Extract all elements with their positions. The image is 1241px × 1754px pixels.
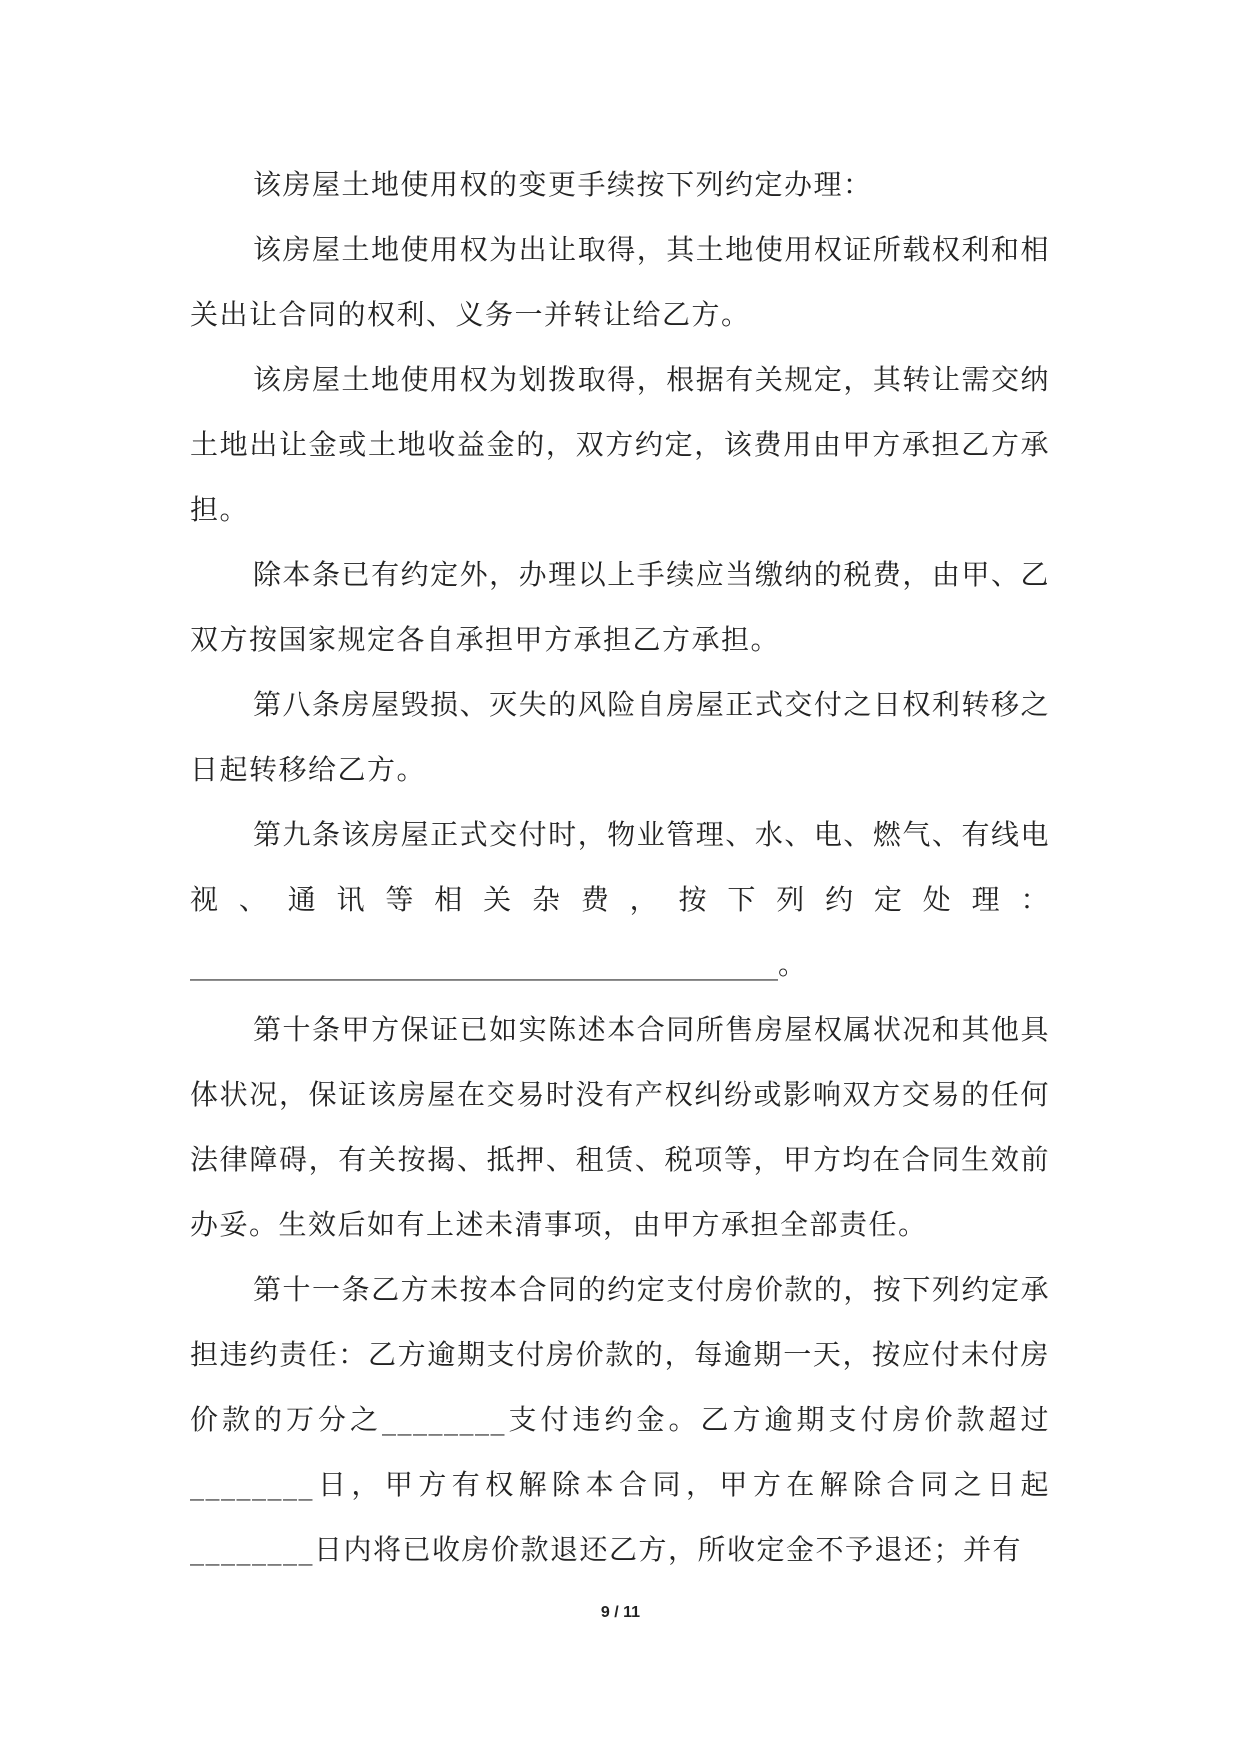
- paragraph-transfer-granted: 该房屋土地使用权为出让取得，其土地使用权证所载权利和相关出让合同的权利、义务一并转让给乙方。: [190, 233, 1050, 331]
- paragraph-land-use-procedure: 该房屋土地使用权的变更手续按下列约定办理：: [253, 168, 873, 201]
- paragraph-taxes: 除本条已有约定外，办理以上手续应当缴纳的税费，由甲、乙双方按国家规定各自承担甲方承担乙方承担。: [190, 558, 1050, 656]
- page-number: 9 / 11: [600, 1604, 641, 1621]
- paragraph-article-10: 第十条甲方保证已如实陈述本合同所售房屋权属状况和其他具体状况，保证该房屋在交易时没有产权纠纷或影响双方交易的任何法律障碍，有关按揭、抵押、租赁、税项等，甲方均在合同生效前办妥。生效后如有上述未清事项，由甲方承担全部责任。: [190, 1013, 1050, 1241]
- paragraph-article-9: 第九条该房屋正式交付时，物业管理、水、电、燃气、有线电视、通讯等相关杂费，按下列约定处理：: [190, 818, 1050, 916]
- fill-in-blank-line: __________________________________________。: [190, 948, 807, 981]
- document-body: [190, 152, 1050, 1582]
- paragraph-article-11: 第十一条乙方未按本合同的约定支付房价款的，按下列约定承担违约责任：乙方逾期支付房价款的，每逾期一天，按应付未付房价款的万分之________支付违约金。乙方逾期支付房价款超过________日，甲方有权解除本合同，甲方在解除合同之日起________日内将已收房价款退还乙方，所收定金不予退还；并有: [190, 1273, 1050, 1566]
- paragraph-transfer-allocated: 该房屋土地使用权为划拨取得，根据有关规定，其转让需交纳土地出让金或土地收益金的，双方约定，该费用由甲方承担乙方承担。: [190, 363, 1050, 526]
- paragraph-article-8: 第八条房屋毁损、灭失的风险自房屋正式交付之日权利转移之日起转移给乙方。: [190, 688, 1050, 786]
